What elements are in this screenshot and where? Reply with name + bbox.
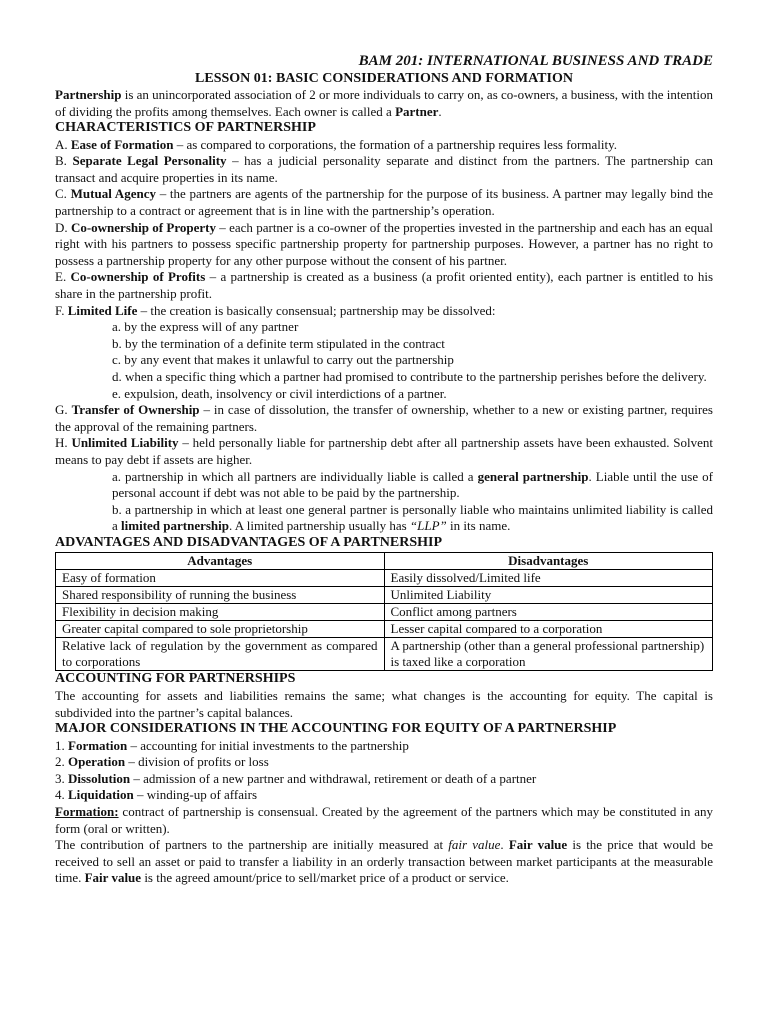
course-title: BAM 201: INTERNATIONAL BUSINESS AND TRADE	[358, 53, 713, 69]
fair-value-paragraph: The contribution of partners to the partnership are initially measured at fair value. Fair value is the price that would be received to sell an asset or paid to transfer a liability in an orderly transaction between market participants at the measurable time. Fair value is the agreed amount/price to sell/market price of a product or service.	[55, 837, 713, 886]
dissolution-item: e. expulsion, death, insolvency or civil interdictions of a partner.	[112, 385, 447, 401]
table-cell: Easy of formation	[56, 570, 385, 587]
table-row	[56, 570, 713, 587]
table-cell: Easily dissolved/Limited life	[384, 570, 713, 587]
table-row	[56, 621, 713, 638]
table-cell: Greater capital compared to sole proprietorship	[56, 621, 385, 638]
table-row	[56, 587, 713, 604]
intro-paragraph: Partnership is an unincorporated association of 2 or more individuals to carry on, as co-owners, a business, with the intention of dividing the profits among themselves. Each owner is called a Partner.	[55, 87, 713, 119]
table-row	[56, 604, 713, 621]
advantages-column-header: Advantages	[56, 553, 385, 570]
dissolution-item: a. by the express will of any partner	[112, 319, 299, 335]
characteristic-item: A. Ease of Formation – as compared to corporations, the formation of a partnership requires less formality.	[55, 136, 617, 152]
major-item: 3. Dissolution – admission of a new partner and withdrawal, retirement or death of a partner	[55, 770, 537, 786]
transfer-ownership: G. Transfer of Ownership – in case of dissolution, the transfer of ownership, whether to a new or existing partner, requires the approval of the remaining partners.	[55, 402, 713, 434]
table-cell: Unlimited Liability	[384, 587, 713, 604]
table-header-row	[56, 553, 713, 570]
characteristics-heading: CHARACTERISTICS OF PARTNERSHIP	[55, 120, 316, 136]
unlimited-liability: H. Unlimited Liability – held personally liable for partnership debt after all partnership assets have been exhausted. Solvent means to pay debt if assets are higher.	[55, 435, 713, 467]
advantages-table	[55, 552, 713, 671]
table-cell: Conflict among partners	[384, 604, 713, 621]
liability-item-limited: b. a partnership in which at least one general partner is personally liable who maintains unlimited liability is called a limited partnership. A limited partnership usually has “LLP” in its name.	[112, 501, 713, 534]
formation-paragraph: Formation: contract of partnership is consensual. Created by the agreement of the partners which may be constituted in any form (oral or written).	[55, 804, 713, 836]
major-item: 1. Formation – accounting for initial investments to the partnership	[55, 737, 409, 753]
accounting-paragraph: The accounting for assets and liabilities remains the same; what changes is the accounting for equity. The capital is subdivided into the partner’s capital balances.	[55, 687, 713, 720]
characteristic-item: F. Limited Life – the creation is basically consensual; partnership may be dissolved:	[55, 302, 496, 318]
major-considerations-heading: MAJOR CONSIDERATIONS IN THE ACCOUNTING FOR EQUITY OF A PARTNERSHIP	[55, 721, 617, 737]
characteristic-item: D. Co-ownership of Property – each partner is a co-owner of the properties invested in the partnership and each has an equal right with his partners to possess specific partnership property for partnership purposes. However, a partner has no right to possess a partnership property for any other purpose without the consent of his partner.	[55, 219, 713, 268]
dissolution-item: c. by any event that makes it unlawful to carry out the partnership	[112, 352, 454, 368]
intro-term: Partnership	[55, 87, 122, 102]
table-cell: Lesser capital compared to a corporation	[384, 621, 713, 638]
liability-item-general: a. partnership in which all partners are individually liable is called a general partnership. Liable until the use of personal account if debt was not able to be paid by the partnership.	[112, 468, 713, 501]
lesson-title: LESSON 01: BASIC CONSIDERATIONS AND FORMATION	[195, 71, 573, 86]
major-item: 4. Liquidation – winding-up of affairs	[55, 787, 257, 803]
dissolution-item: b. by the termination of a definite term stipulated in the contract	[112, 335, 445, 351]
table-cell: A partnership (other than a general professional partnership) is taxed like a corporation	[384, 638, 713, 671]
dissolution-item: d. when a specific thing which a partner had promised to contribute to the partnership perishes before the delivery.	[112, 369, 707, 384]
characteristic-item: E. Co-ownership of Profits – a partnership is created as a business (a profit oriented entity), each partner is entitled to his share in the partnership profit.	[55, 269, 714, 302]
table-cell: Shared responsibility of running the business	[56, 587, 385, 604]
table-row	[56, 638, 713, 671]
disadvantages-column-header: Disadvantages	[384, 553, 713, 570]
accounting-heading: ACCOUNTING FOR PARTNERSHIPS	[55, 671, 296, 687]
table-cell: Relative lack of regulation by the government as compared to corporations	[56, 638, 385, 671]
table-cell: Flexibility in decision making	[56, 604, 385, 621]
major-item: 2. Operation – division of profits or loss	[55, 754, 269, 770]
partner-term: Partner	[395, 103, 439, 119]
advantages-heading: ADVANTAGES AND DISADVANTAGES OF A PARTNERSHIP	[55, 534, 443, 550]
characteristic-item: B. Separate Legal Personality – has a judicial personality separate and distinct from the partners. The partnership can transact and acquire properties in its name.	[55, 153, 714, 185]
characteristic-item: C. Mutual Agency – the partners are agents of the partnership for the purpose of its business. A partner may legally bind the partnership to a contract or agreement that is in line with the partnership’s operation.	[55, 186, 713, 219]
